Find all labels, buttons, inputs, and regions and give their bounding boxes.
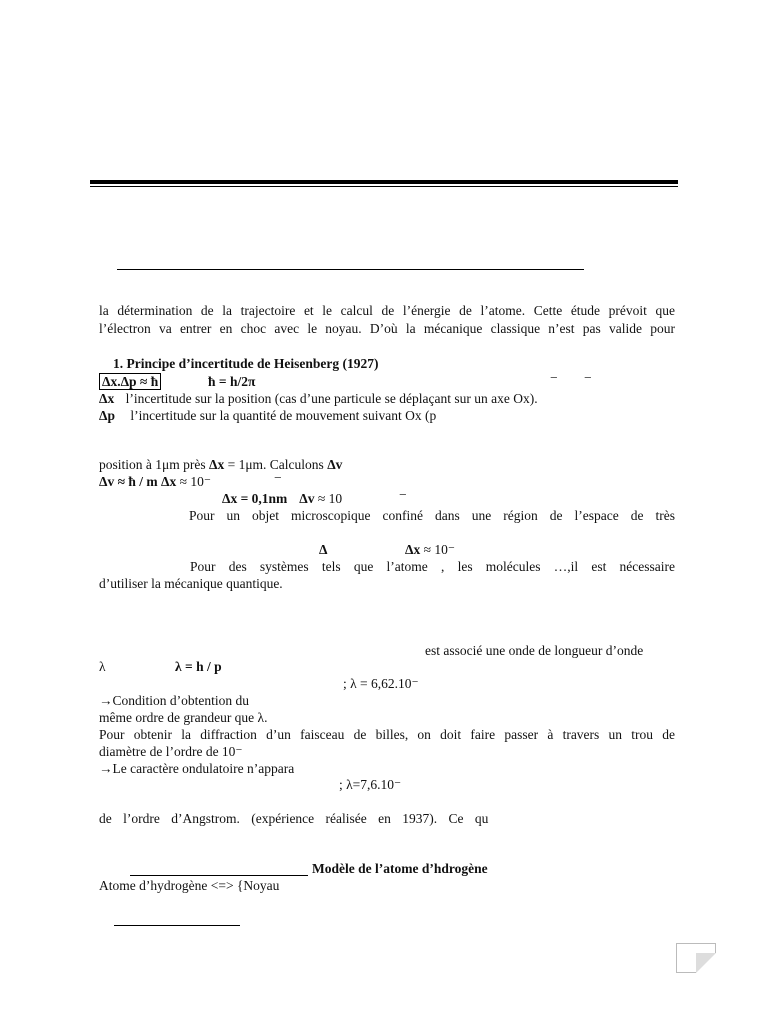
dx01-dv: Δv [299,491,315,506]
dv-symbol: Δv [99,474,115,489]
minus-sign-b: − [584,370,592,385]
dp-text: l’incertitude sur la quantité de mouvement suivant Ox (p [130,408,437,423]
dx01-approx: ≈ 10 [314,491,343,506]
hydrogen-model-heading: Modèle de l’atome d’hdrogène [312,861,488,876]
dx01-value: Δx = 0,1nm [222,491,288,506]
position-dv: Δv [327,457,343,472]
dv-dx: Δx [161,474,177,489]
dx01-line [222,491,342,507]
formula-line [99,374,161,390]
dv-line [99,474,211,490]
dx-text: l’incertitude sur la position (cas d’une particule se déplaçant sur un axe Ox). [125,391,538,406]
heading-heisenberg: 1. Principe d’incertitude de Heisenberg (1927) [113,356,379,371]
systems-line: Pour des systèmes tels que l’atome , les molécules …,il est nécessaire [190,559,675,574]
paragraph-line-2: l’électron va entrer en choc avec le noyau. D’où la mécanique classique n’est pas valide pour [99,321,675,336]
ondulatoire-line: →Le caractère ondulatoire n’appara [99,761,295,776]
dv-value: ≈ 10⁻ [176,474,212,489]
dx10-symbol: Δx [405,542,421,557]
position-dx: Δx [208,457,225,472]
microscopic-line: Pour un objet microscopique confiné dans une région de l’espace de très [189,508,675,523]
dx-definition [99,391,538,407]
dx10-line [405,542,455,558]
condition-line: →Condition d’obtention du [99,693,249,708]
position-line [99,457,342,473]
order-line: même ordre de grandeur que λ. [99,710,268,725]
angstrom-line: de l’ordre d’Angstrom. (expérience réalisée en 1937). Ce qu [99,811,489,826]
dx01-minus: − [399,487,407,502]
footnote-rule [114,925,240,926]
minus-sign-a: − [550,370,558,385]
paragraph-line-1: la détermination de la trajectoire et le calcul de l’énergie de l’atome. Cette étude prévoit que [99,303,675,318]
dv-minus: − [274,470,282,485]
page-curl-icon [676,943,716,973]
lambda-symbol: λ [99,659,106,674]
dv-formula: ≈ ħ / m [114,474,162,489]
billes-line: Pour obtenir la diffraction d’un faisceau de billes, on doit faire passer à travers un trou de [99,727,675,742]
dp-definition [99,408,436,424]
hydrogen-atom-line: Atome d’hydrogène <=> {Noyau [99,878,280,893]
wave-associated-line: est associé une onde de longueur d’onde [425,643,644,658]
heisenberg-formula-box: Δx.Δp ≈ ħ [99,373,161,390]
dx10-value: ≈ 10⁻ [420,542,456,557]
diameter-line: diamètre de l’ordre de 10⁻ [99,744,243,759]
lambda-equation: λ = h / p [175,659,222,674]
position-text-c: = 1μm. Calculons [224,457,328,472]
section-underline [130,875,308,876]
quantum-line: d’utiliser la mécanique quantique. [99,576,283,591]
lambda-value: ; λ = 6,62.10⁻ [343,676,419,691]
lambda-value-2: ; λ=7,6.10⁻ [339,777,402,792]
header-thick-rule [90,180,678,184]
title-underline [117,269,584,270]
header-thin-rule [90,186,678,187]
dx-symbol: Δx [99,391,115,406]
dp-symbol: Δp [99,408,115,423]
position-text-a: position à 1μm près [99,457,209,472]
hbar-definition: ħ = h/2π [208,374,256,389]
delta-symbol: Δ [319,542,328,557]
